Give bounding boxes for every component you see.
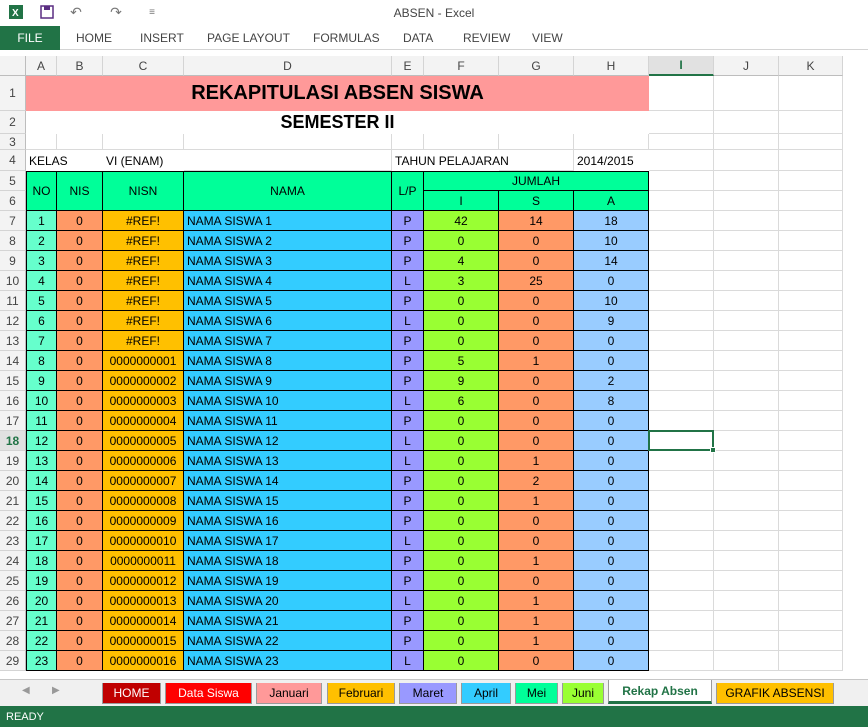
cell-a[interactable]: 10 [574, 231, 649, 251]
cell-a[interactable]: 0 [574, 531, 649, 551]
cell-a[interactable]: 0 [574, 351, 649, 371]
cell-nisn[interactable]: 0000000010 [103, 531, 184, 551]
sheet-tab-februari[interactable]: Februari [327, 683, 395, 704]
cell-s[interactable]: 14 [499, 211, 574, 231]
cell-nisn[interactable]: 0000000003 [103, 391, 184, 411]
ribbon-tab-review[interactable]: REVIEW [463, 31, 511, 45]
column-header-a[interactable]: A [26, 56, 57, 76]
cell-nis[interactable]: 0 [57, 231, 103, 251]
row-header-17[interactable]: 17 [0, 411, 26, 431]
cell-no[interactable]: 9 [26, 371, 57, 391]
cell-a[interactable]: 0 [574, 451, 649, 471]
column-header-i[interactable]: I [649, 56, 714, 76]
header-a[interactable]: A [574, 191, 649, 211]
row-header-20[interactable]: 20 [0, 471, 26, 491]
customize-quick-access-icon[interactable]: ≡ [149, 6, 155, 18]
cell-nama[interactable]: NAMA SISWA 18 [184, 551, 392, 571]
cell-s[interactable]: 0 [499, 231, 574, 251]
cell-i[interactable]: 0 [424, 471, 499, 491]
cell-s[interactable]: 0 [499, 411, 574, 431]
cell-i[interactable]: 4 [424, 251, 499, 271]
cell-a[interactable]: 0 [574, 431, 649, 451]
cell-i[interactable]: 0 [424, 451, 499, 471]
cell-s[interactable]: 1 [499, 351, 574, 371]
ribbon-tab-home[interactable]: HOME [76, 31, 112, 45]
column-header-k[interactable]: K [779, 56, 843, 76]
cell-a[interactable]: 0 [574, 631, 649, 651]
sheet-tab-rekap-absen[interactable]: Rekap Absen [608, 680, 712, 704]
cell-no[interactable]: 11 [26, 411, 57, 431]
cell-lp[interactable]: L [392, 271, 424, 291]
header-s[interactable]: S [499, 191, 574, 211]
cell-nama[interactable]: NAMA SISWA 21 [184, 611, 392, 631]
cell-nama[interactable]: NAMA SISWA 20 [184, 591, 392, 611]
cell-lp[interactable]: P [392, 211, 424, 231]
cell-nis[interactable]: 0 [57, 491, 103, 511]
gridline [778, 76, 779, 671]
cell-lp[interactable]: P [392, 611, 424, 631]
cell-a[interactable]: 0 [574, 471, 649, 491]
cell-nis[interactable]: 0 [57, 391, 103, 411]
column-header-b[interactable]: B [57, 56, 103, 76]
header-i[interactable]: I [424, 191, 499, 211]
cell-nis[interactable]: 0 [57, 611, 103, 631]
cell-nisn[interactable]: 0000000015 [103, 631, 184, 651]
cell-s[interactable]: 1 [499, 491, 574, 511]
sheet-tab-mei[interactable]: Mei [515, 683, 558, 704]
cell-lp[interactable]: L [392, 451, 424, 471]
sheet-tab-bar [0, 679, 868, 706]
sheet-title[interactable]: REKAPITULASI ABSEN SISWA [26, 76, 649, 111]
ribbon-tabs [0, 26, 868, 50]
cell-no[interactable]: 7 [26, 331, 57, 351]
cell-s[interactable]: 0 [499, 251, 574, 271]
cell-lp[interactable]: L [392, 531, 424, 551]
cell-nis[interactable]: 0 [57, 451, 103, 471]
cell-no[interactable]: 2 [26, 231, 57, 251]
row-header-3[interactable]: 3 [0, 134, 26, 150]
sheet-tab-home[interactable]: HOME [102, 683, 161, 704]
cell-nama[interactable]: NAMA SISWA 15 [184, 491, 392, 511]
row-header-23[interactable]: 23 [0, 531, 26, 551]
ribbon-tab-data[interactable]: DATA [403, 31, 434, 45]
cell-i[interactable]: 0 [424, 491, 499, 511]
cell-a[interactable]: 0 [574, 571, 649, 591]
column-header-f[interactable]: F [424, 56, 499, 76]
cell-nisn[interactable]: 0000000005 [103, 431, 184, 451]
row-header-11[interactable]: 11 [0, 291, 26, 311]
cell-nis[interactable]: 0 [57, 571, 103, 591]
cell-s[interactable]: 0 [499, 371, 574, 391]
cell-nama[interactable]: NAMA SISWA 22 [184, 631, 392, 651]
cell-no[interactable]: 18 [26, 551, 57, 571]
sheet-tab-data-siswa[interactable]: Data Siswa [165, 683, 252, 704]
cell-no[interactable]: 12 [26, 431, 57, 451]
sheet-tab-grafik-absensi[interactable]: GRAFIK ABSENSI [716, 683, 834, 704]
cell-nama[interactable]: NAMA SISWA 8 [184, 351, 392, 371]
cell-a[interactable]: 18 [574, 211, 649, 231]
cell-no[interactable]: 5 [26, 291, 57, 311]
row-header-25[interactable]: 25 [0, 571, 26, 591]
cell-nisn[interactable]: 0000000001 [103, 351, 184, 371]
cell-no[interactable]: 19 [26, 571, 57, 591]
cell-lp[interactable]: L [392, 591, 424, 611]
cell-nama[interactable]: NAMA SISWA 3 [184, 251, 392, 271]
cell-nisn[interactable]: 0000000011 [103, 551, 184, 571]
redo-icon[interactable]: ↷ [110, 3, 122, 20]
cell-lp[interactable]: L [392, 311, 424, 331]
column-header-d[interactable]: D [184, 56, 392, 76]
cell-lp[interactable]: P [392, 551, 424, 571]
cell-nis[interactable]: 0 [57, 271, 103, 291]
tahun-pelajaran-value[interactable]: 2014/2015 [574, 150, 649, 171]
cell-s[interactable]: 0 [499, 311, 574, 331]
cell-a[interactable]: 0 [574, 651, 649, 671]
row-header-27[interactable]: 27 [0, 611, 26, 631]
cell-nis[interactable]: 0 [57, 411, 103, 431]
cell-a[interactable]: 9 [574, 311, 649, 331]
cell-i[interactable]: 3 [424, 271, 499, 291]
cell-no[interactable]: 21 [26, 611, 57, 631]
cell-lp[interactable]: L [392, 391, 424, 411]
cell-nis[interactable]: 0 [57, 311, 103, 331]
cell-no[interactable]: 15 [26, 491, 57, 511]
cell-i[interactable]: 0 [424, 231, 499, 251]
cell-i[interactable]: 0 [424, 611, 499, 631]
row-header-5[interactable]: 5 [0, 171, 26, 191]
row-header-6[interactable]: 6 [0, 191, 26, 211]
cell-s[interactable]: 1 [499, 631, 574, 651]
row-header-21[interactable]: 21 [0, 491, 26, 511]
svg-text:X: X [12, 8, 19, 19]
row-header-10[interactable]: 10 [0, 271, 26, 291]
kelas-label[interactable]: KELAS [26, 150, 103, 171]
cell-nis[interactable]: 0 [57, 291, 103, 311]
cell-nisn[interactable]: 0000000002 [103, 371, 184, 391]
sheet-tab-maret[interactable]: Maret [399, 683, 457, 704]
cell-nama[interactable]: NAMA SISWA 17 [184, 531, 392, 551]
cell-nisn[interactable]: 0000000007 [103, 471, 184, 491]
cell-nis[interactable]: 0 [57, 431, 103, 451]
cell-nis[interactable]: 0 [57, 251, 103, 271]
sheet-subtitle[interactable]: SEMESTER II [26, 111, 649, 134]
row-header-24[interactable]: 24 [0, 551, 26, 571]
active-cell-selection[interactable] [648, 430, 714, 451]
header-jumlah[interactable]: JUMLAH [424, 171, 649, 191]
cell-nisn[interactable]: 0000000006 [103, 451, 184, 471]
cell-no[interactable]: 13 [26, 451, 57, 471]
row-header-9[interactable]: 9 [0, 251, 26, 271]
cell-nama[interactable]: NAMA SISWA 11 [184, 411, 392, 431]
cell-nama[interactable]: NAMA SISWA 2 [184, 231, 392, 251]
cell-lp[interactable]: P [392, 471, 424, 491]
cell-no[interactable]: 14 [26, 471, 57, 491]
cell-i[interactable]: 0 [424, 331, 499, 351]
cell-a[interactable]: 0 [574, 331, 649, 351]
cell-lp[interactable]: L [392, 431, 424, 451]
cell-lp[interactable]: P [392, 511, 424, 531]
cell-i[interactable]: 0 [424, 631, 499, 651]
cell-a[interactable]: 0 [574, 411, 649, 431]
cell-s[interactable]: 0 [499, 331, 574, 351]
row-header-22[interactable]: 22 [0, 511, 26, 531]
cell-i[interactable]: 5 [424, 351, 499, 371]
ribbon-tab-page-layout[interactable]: PAGE LAYOUT [207, 31, 290, 45]
cell-no[interactable]: 6 [26, 311, 57, 331]
row-header-13[interactable]: 13 [0, 331, 26, 351]
row-header-15[interactable]: 15 [0, 371, 26, 391]
row-header-12[interactable]: 12 [0, 311, 26, 331]
cell-nama[interactable]: NAMA SISWA 12 [184, 431, 392, 451]
cell-no[interactable]: 8 [26, 351, 57, 371]
cell-nama[interactable]: NAMA SISWA 23 [184, 651, 392, 671]
column-header-c[interactable]: C [103, 56, 184, 76]
row-header-7[interactable]: 7 [0, 211, 26, 231]
cell-nisn[interactable]: 0000000012 [103, 571, 184, 591]
cell-i[interactable]: 0 [424, 591, 499, 611]
header-lp[interactable]: L/P [392, 171, 424, 211]
cell-nis[interactable]: 0 [57, 331, 103, 351]
cell-lp[interactable]: L [392, 651, 424, 671]
cell-a[interactable]: 0 [574, 611, 649, 631]
header-nama[interactable]: NAMA [184, 171, 392, 211]
cell-s[interactable]: 0 [499, 391, 574, 411]
cell-lp[interactable]: P [392, 231, 424, 251]
cell-nisn[interactable]: #REF! [103, 291, 184, 311]
cell-nisn[interactable]: #REF! [103, 251, 184, 271]
sheet-tab-januari[interactable]: Januari [256, 683, 322, 704]
cell-lp[interactable]: P [392, 371, 424, 391]
cell-s[interactable]: 1 [499, 551, 574, 571]
cell-nisn[interactable]: 0000000008 [103, 491, 184, 511]
cell-no[interactable]: 10 [26, 391, 57, 411]
cell-lp[interactable]: P [392, 331, 424, 351]
cell-a[interactable]: 0 [574, 271, 649, 291]
cell-lp[interactable]: P [392, 571, 424, 591]
cell-s[interactable]: 0 [499, 651, 574, 671]
cell-a[interactable]: 0 [574, 591, 649, 611]
cell-i[interactable]: 0 [424, 291, 499, 311]
cell-no[interactable]: 20 [26, 591, 57, 611]
cell-a[interactable]: 8 [574, 391, 649, 411]
cell-nis[interactable]: 0 [57, 631, 103, 651]
cell-i[interactable]: 0 [424, 551, 499, 571]
gridline [842, 76, 843, 671]
cell-nis[interactable]: 0 [57, 471, 103, 491]
cell-nama[interactable]: NAMA SISWA 19 [184, 571, 392, 591]
row-header-16[interactable]: 16 [0, 391, 26, 411]
cell-nama[interactable]: NAMA SISWA 10 [184, 391, 392, 411]
cell-s[interactable]: 25 [499, 271, 574, 291]
cell-no[interactable]: 3 [26, 251, 57, 271]
cell-lp[interactable]: P [392, 491, 424, 511]
cell-a[interactable]: 0 [574, 551, 649, 571]
cell-nama[interactable]: NAMA SISWA 4 [184, 271, 392, 291]
sheet-tab-juni[interactable]: Juni [562, 683, 604, 704]
cell-nisn[interactable]: 0000000016 [103, 651, 184, 671]
cell-lp[interactable]: P [392, 351, 424, 371]
cell-nis[interactable]: 0 [57, 531, 103, 551]
column-header-g[interactable]: G [499, 56, 574, 76]
cell-a[interactable]: 2 [574, 371, 649, 391]
header-nisn[interactable]: NISN [103, 171, 184, 211]
ribbon-tab-insert[interactable]: INSERT [140, 31, 184, 45]
cell-nisn[interactable]: 0000000009 [103, 511, 184, 531]
column-header-e[interactable]: E [392, 56, 424, 76]
sheet-tab-april[interactable]: April [461, 683, 511, 704]
row-header-18[interactable]: 18 [0, 431, 26, 451]
row-header-28[interactable]: 28 [0, 631, 26, 651]
status-text: READY [6, 710, 44, 723]
row-header-1[interactable]: 1 [0, 76, 26, 111]
cell-s[interactable]: 0 [499, 291, 574, 311]
cell-i[interactable]: 0 [424, 511, 499, 531]
ribbon-tab-view[interactable]: VIEW [532, 31, 563, 45]
cell-nisn[interactable]: #REF! [103, 231, 184, 251]
cell-s[interactable]: 0 [499, 431, 574, 451]
row-header-19[interactable]: 19 [0, 451, 26, 471]
cell-no[interactable]: 17 [26, 531, 57, 551]
cell-nama[interactable]: NAMA SISWA 16 [184, 511, 392, 531]
cell-i[interactable]: 9 [424, 371, 499, 391]
cell-i[interactable]: 0 [424, 311, 499, 331]
window-title: ABSEN - Excel [393, 6, 475, 20]
cell-nis[interactable]: 0 [57, 651, 103, 671]
cell-nama[interactable]: NAMA SISWA 13 [184, 451, 392, 471]
column-header-h[interactable]: H [574, 56, 649, 76]
cell-no[interactable]: 16 [26, 511, 57, 531]
row-header-2[interactable]: 2 [0, 111, 26, 134]
cell-s[interactable]: 2 [499, 471, 574, 491]
scroll-left-icon[interactable]: ◀ [22, 685, 30, 696]
cell-s[interactable]: 1 [499, 451, 574, 471]
cell-lp[interactable]: P [392, 291, 424, 311]
kelas-value[interactable]: VI (ENAM) [103, 150, 184, 171]
cell-nisn[interactable]: #REF! [103, 311, 184, 331]
cell-nis[interactable]: 0 [57, 511, 103, 531]
cell-nisn[interactable]: #REF! [103, 211, 184, 231]
cell-lp[interactable]: P [392, 411, 424, 431]
row-header-26[interactable]: 26 [0, 591, 26, 611]
status-bar [0, 706, 868, 727]
row-header-29[interactable]: 29 [0, 651, 26, 671]
title-bar [0, 0, 868, 26]
cell-nis[interactable]: 0 [57, 551, 103, 571]
cell-nisn[interactable]: 0000000013 [103, 591, 184, 611]
cell-s[interactable]: 1 [499, 591, 574, 611]
cell-nama[interactable]: NAMA SISWA 6 [184, 311, 392, 331]
cell-i[interactable]: 6 [424, 391, 499, 411]
cell-s[interactable]: 0 [499, 531, 574, 551]
cell-nama[interactable]: NAMA SISWA 5 [184, 291, 392, 311]
cell-i[interactable]: 0 [424, 431, 499, 451]
cell-nama[interactable]: NAMA SISWA 1 [184, 211, 392, 231]
ribbon-tab-formulas[interactable]: FORMULAS [313, 31, 380, 45]
select-all-corner[interactable] [0, 56, 26, 76]
cell-i[interactable]: 0 [424, 531, 499, 551]
cell-a[interactable]: 0 [574, 511, 649, 531]
cell-nisn[interactable]: #REF! [103, 271, 184, 291]
gridline [713, 76, 714, 671]
cell-a[interactable]: 0 [574, 491, 649, 511]
cell-nis[interactable]: 0 [57, 351, 103, 371]
cell-i[interactable]: 0 [424, 411, 499, 431]
cell-nisn[interactable]: #REF! [103, 331, 184, 351]
cell-nisn[interactable]: 0000000004 [103, 411, 184, 431]
cell-nama[interactable]: NAMA SISWA 14 [184, 471, 392, 491]
cell-i[interactable]: 42 [424, 211, 499, 231]
cell-nisn[interactable]: 0000000014 [103, 611, 184, 631]
row-header-4[interactable]: 4 [0, 150, 26, 171]
row-header-14[interactable]: 14 [0, 351, 26, 371]
cell-a[interactable]: 10 [574, 291, 649, 311]
cell-i[interactable]: 0 [424, 571, 499, 591]
cell-lp[interactable]: P [392, 631, 424, 651]
cell-no[interactable]: 22 [26, 631, 57, 651]
cell-nis[interactable]: 0 [57, 371, 103, 391]
column-header-j[interactable]: J [714, 56, 779, 76]
header-nis[interactable]: NIS [57, 171, 103, 211]
fill-handle[interactable] [710, 447, 716, 453]
cell-no[interactable]: 4 [26, 271, 57, 291]
cell-nis[interactable]: 0 [57, 591, 103, 611]
cell-lp[interactable]: P [392, 251, 424, 271]
undo-icon[interactable]: ↶ [70, 3, 82, 20]
tahun-pelajaran-label[interactable]: TAHUN PELAJARAN [392, 150, 499, 171]
row-header-8[interactable]: 8 [0, 231, 26, 251]
cell-no[interactable]: 1 [26, 211, 57, 231]
header-no[interactable]: NO [26, 171, 57, 211]
cell-i[interactable]: 0 [424, 651, 499, 671]
cell-s[interactable]: 0 [499, 511, 574, 531]
cell-nama[interactable]: NAMA SISWA 9 [184, 371, 392, 391]
cell-s[interactable]: 1 [499, 611, 574, 631]
cell-a[interactable]: 14 [574, 251, 649, 271]
cell-s[interactable]: 0 [499, 571, 574, 591]
cell-nama[interactable]: NAMA SISWA 7 [184, 331, 392, 351]
cell-no[interactable]: 23 [26, 651, 57, 671]
file-tab[interactable]: FILE [0, 26, 60, 50]
cell-nis[interactable]: 0 [57, 211, 103, 231]
scroll-right-icon[interactable]: ▶ [52, 685, 60, 696]
